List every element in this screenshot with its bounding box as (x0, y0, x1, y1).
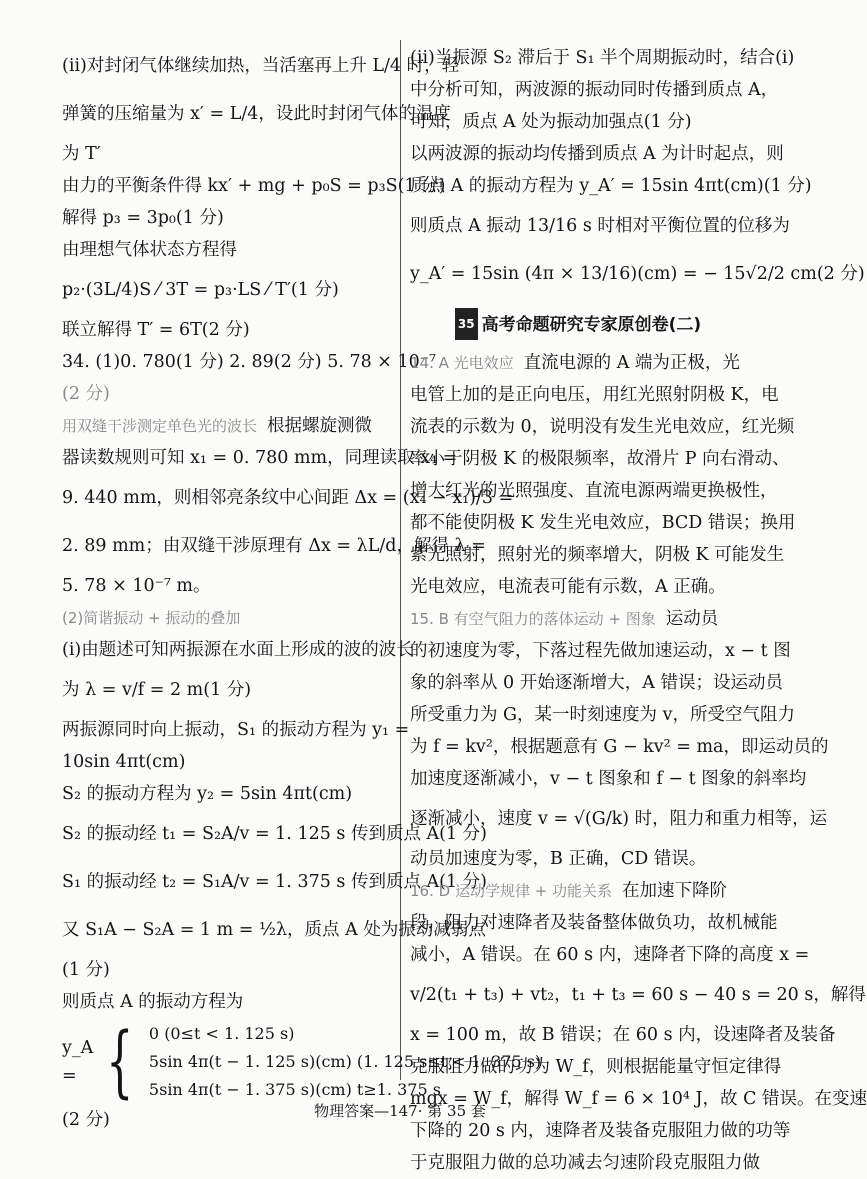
line-text: 10sin 4πt(cm) (62, 752, 186, 772)
piecewise-row: 5sin 4π(t − 1. 125 s)(cm) (1. 125 s≤t < 1. 375 s) (148, 1052, 542, 1071)
line-text: 的初速度为零，下落过程先做加速运动，x − t 图 (410, 641, 791, 661)
topic-tag: 15. B 有空气阻力的落体运动 + 图象 (410, 610, 656, 628)
line-text: 电管上加的是正向电压，用红光照射阴极 K，电 (410, 385, 779, 405)
right-line (410, 250, 865, 298)
line-text: 联立解得 T′ = 6T(2 分) (62, 320, 250, 340)
line-text: (ⅱ)对封闭气体继续加热，当活塞再上升 L/4 时，轻 (62, 56, 460, 76)
left-line (62, 42, 460, 90)
line-text: 段，阻力对速降者及装备整体做负功，故机械能 (410, 913, 778, 933)
line-text: 为 f = kv²，根据题意有 G − kv² = ma，即运动员的 (410, 737, 829, 757)
right-line (410, 170, 812, 202)
topic-tag: 14. A 光电效应 (410, 354, 514, 372)
left-line (62, 570, 392, 602)
right2-line (410, 1147, 760, 1179)
right2-line (410, 379, 779, 411)
line-text: 器读数规则可知 x₁ = 0. 780 mm，同理读取 x₄ = (62, 448, 458, 468)
right2-line (410, 507, 796, 539)
right2-line (410, 411, 795, 443)
left-line (62, 810, 487, 858)
piecewise-equation (62, 1017, 542, 1107)
line-text: 率小于阴极 K 的极限频率，故滑片 P 向右滑动、 (410, 449, 790, 469)
right2-line (410, 475, 778, 507)
right-line (410, 138, 784, 170)
line-text: 两振源同时向上振动，S₁ 的振动方程为 y₁ = (62, 720, 410, 740)
line-text: y_A′ = 15sin (4π × 13/16)(cm) = − 15√2/2 cm(2 分) (410, 264, 865, 284)
line-text: (ⅱ)当振源 S₂ 滞后于 S₁ 半个周期振动时，结合(ⅰ) (410, 48, 795, 68)
line-text: 中分析可知，两波源的振动同时传播到质点 A， (410, 80, 779, 100)
line-text: 9. 440 mm，则相邻亮条纹中心间距 Δx = (x₄ − x₁)/3 = (62, 488, 514, 508)
right2-line (410, 1019, 836, 1051)
line-text: 则质点 A 振动 13/16 s 时相对平衡位置的位移为 (410, 216, 790, 236)
left-end-line: (2 分) (62, 1110, 110, 1130)
right2-line (410, 571, 746, 603)
left-line (62, 170, 446, 202)
line-text: 象的斜率从 0 开始逐渐增大，A 错误；设运动员 (410, 673, 783, 693)
line-text: 根据螺旋测微 (267, 416, 373, 436)
section-title: 高考命题研究专家原创卷(二) (481, 315, 702, 335)
left-line (62, 202, 392, 234)
topic-tag: 用双缝干涉测定单色光的波长 (62, 417, 258, 435)
left-line (62, 346, 437, 378)
line-text: 逐渐减小，速度 v = √(G/k) 时，阻力和重力相等，运 (410, 809, 828, 829)
line-text: 以两波源的振动均传播到质点 A 为计时起点，则 (410, 144, 784, 164)
right-line (410, 106, 746, 138)
section-header (410, 308, 746, 341)
left-line (62, 986, 392, 1018)
piecewise-row: 5sin 4π(t − 1. 375 s)(cm) t≥1. 375 s (148, 1080, 441, 1099)
right2-line (410, 539, 785, 571)
line-text: x = 100 m，故 B 错误；在 60 s 内，设速降者及装备 (410, 1025, 836, 1045)
line-text: p₂·(3L/4)S ⁄ 3T = p₃·LS ⁄ T′(1 分) (62, 280, 339, 300)
right2-line (410, 731, 829, 763)
line-text: 弹簧的压缩量为 x′ = L/4，设此时封闭气体的温度 (62, 104, 451, 124)
right2-line (410, 667, 783, 699)
line-text: 加速度逐渐减小，v − t 图象和 f − t 图象的斜率均 (410, 769, 807, 789)
right2-line (410, 939, 810, 971)
left-line (62, 410, 392, 442)
left-line (62, 666, 392, 714)
left-line (62, 778, 392, 810)
right2-line (410, 347, 746, 379)
line-text: 下降的 20 s 内，速降者及装备克服阻力做的功等 (410, 1121, 791, 1141)
line-text: 流表的示数为 0，说明没有发生光电效应，红光频 (410, 417, 795, 437)
line-text: mgx = W_f，解得 W_f = 6 × 10⁴ J，故 C 错误。在变速 (410, 1089, 867, 1109)
line-text: 2. 89 mm；由双缝干涉原理有 Δx = λL/d，解得 λ = (62, 536, 486, 556)
line-text: S₂ 的振动经 t₁ = S₂A/v = 1. 125 s 传到质点 A(1 分) (62, 824, 487, 844)
left-line (62, 90, 451, 138)
left-line (62, 634, 414, 666)
line-text: 5. 78 × 10⁻⁷ m。 (62, 576, 211, 596)
line-text: 都不能使阴极 K 发生光电效应，BCD 错误；换用 (410, 513, 796, 533)
page-footer: 物理答案—147· 第 35 套 (314, 1102, 486, 1120)
line-text: 34. (1)0. 780(1 分) 2. 89(2 分) 5. 78 × 10⁻⁷ (62, 352, 437, 372)
line-text: (ⅰ)由题述可知两振源在水面上形成的波的波长 (62, 640, 414, 660)
left-line (62, 314, 392, 346)
left-line (62, 746, 392, 778)
piecewise-row: 0 (0≤t < 1. 125 s) (148, 1024, 295, 1043)
line-text: 光电效应，电流表可能有示数，A 正确。 (410, 577, 726, 597)
right2-line (410, 1051, 782, 1083)
left-line (62, 138, 392, 170)
right2-line (410, 443, 790, 475)
line-text: 又 S₁A − S₂A = 1 m = ½λ，质点 A 处为振动减弱点 (62, 920, 486, 940)
left-line (62, 714, 410, 746)
line-text: 减小，A 错误。在 60 s 内，速降者下降的高度 x = (410, 945, 810, 965)
line-text: 可知，质点 A 处为振动加强点(1 分) (410, 112, 692, 132)
line-text: v/2(t₁ + t₃) + vt₂，t₁ + t₃ = 60 s − 40 s = 20 s，解得 (410, 985, 866, 1005)
right2-line (410, 971, 866, 1019)
line-text: 于克服阻力做的总功减去匀速阶段克服阻力做 (410, 1153, 760, 1173)
right2-line (410, 843, 746, 875)
brace-symbol: { (106, 1017, 134, 1107)
topic-tag: 16. D 运动学规律 + 功能关系 (410, 882, 613, 900)
line-text: (2 分) (62, 384, 110, 404)
left-line (62, 522, 486, 570)
left-line (62, 954, 392, 986)
right2-line (410, 875, 746, 907)
topic-tag: (2)简谐振动 + 振动的叠加 (62, 609, 241, 627)
left-line (62, 234, 392, 266)
right2-line (410, 907, 778, 939)
right2-line (410, 795, 828, 843)
left-line (62, 474, 514, 522)
piecewise-lhs: y_A = (62, 1038, 94, 1086)
line-text: 由理想气体状态方程得 (62, 240, 237, 260)
line-text: 在加速下降阶 (622, 881, 728, 901)
right-line (410, 202, 790, 250)
right-column (410, 42, 867, 1179)
line-text: 为 T′ (62, 144, 101, 164)
line-text: 增大红光的光照强度、直流电源两端更换极性， (410, 481, 778, 501)
line-text: 克服阻力做的功为 W_f，则根据能量守恒定律得 (410, 1057, 782, 1077)
left-line (62, 906, 486, 954)
right2-line (410, 699, 795, 731)
left-line (62, 378, 392, 410)
line-text: 运动员 (665, 609, 719, 629)
right2-line (410, 603, 746, 635)
line-text: 质点 A 的振动方程为 y_A′ = 15sin 4πt(cm)(1 分) (410, 176, 812, 196)
line-text: 所受重力为 G，某一时刻速度为 v，所受空气阻力 (410, 705, 795, 725)
line-text: 紫光照射，照射光的频率增大，阴极 K 可能发生 (410, 545, 785, 565)
left-line (62, 858, 487, 906)
line-text: 动员加速度为零，B 正确，CD 错误。 (410, 849, 707, 869)
line-text: 则质点 A 的振动方程为 (62, 992, 244, 1012)
line-text: 直流电源的 A 端为正极，光 (523, 353, 740, 373)
line-text: 为 λ = v/f = 2 m(1 分) (62, 680, 252, 700)
left-line (62, 442, 458, 474)
right-line (410, 74, 779, 106)
line-text: S₁ 的振动经 t₂ = S₁A/v = 1. 375 s 传到质点 A(1 分) (62, 872, 487, 892)
section-badge: 35 (455, 308, 478, 340)
left-line (62, 602, 392, 634)
line-text: (1 分) (62, 960, 110, 980)
line-text: 由力的平衡条件得 kx′ + mg + p₀S = p₃S(1 分) (62, 176, 446, 196)
line-text: S₂ 的振动方程为 y₂ = 5sin 4πt(cm) (62, 784, 353, 804)
line-text: 解得 p₃ = 3p₀(1 分) (62, 208, 224, 228)
right2-line (410, 763, 807, 795)
right2-line (410, 635, 791, 667)
right-line (410, 42, 795, 74)
left-line (62, 266, 392, 314)
